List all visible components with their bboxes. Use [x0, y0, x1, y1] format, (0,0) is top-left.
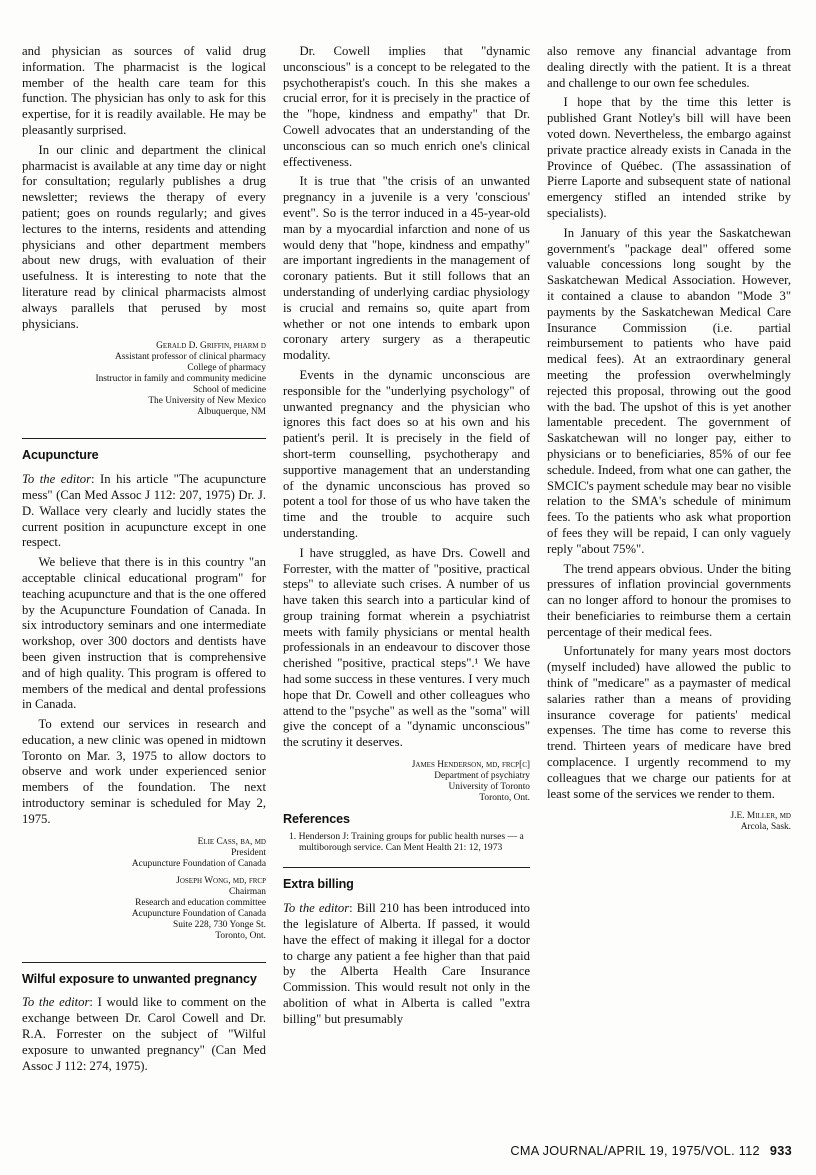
signature-line: Albuquerque, NM — [197, 407, 266, 418]
section-heading-references: References — [283, 812, 350, 827]
paragraph: It is true that "the crisis of an unwanted pregnancy in a juvenile is a very 'conscious' event". So is the terror induced in a 45-year-old man by a myocardial infarction and none of us would deny that "hope, kindness and empathy" are important ingredients in the management of coronary patients. But it still follows that an understanding of underlying cardiac physiology is crucial and remains so, quite apart from whether or not one intends to embark upon coronary artery surgery as a therapeutic modality. — [283, 174, 530, 363]
paragraph: In January of this year the Saskatchewan government's "package deal" offered some valuable concessions long sought by the Saskatchewan Medical Association. However, it contained a clause to abandon "Mode 3" payments by the Saskatchewan Medical Care Insurance Commission (i.e. partial reimbursement to patients who have paid medical fees). At an extraordinary general meeting the profession overwhelmingly rejected this proposal, throwing out the good with the bad. The upshot of this is yet another lamentable precedent. The government of Saskatchewan will no longer pay, either to physicians or to beneficiaries, 85% of our fee schedule. Indeed, from what one can gather, the SMCIC's payment schedule may bear no visible relation to the SMA's schedule of minimum fees. To the patients who ask what proportion of fees they will be repaid, I can only vaguely reply "about 75%". — [547, 225, 792, 556]
journal-citation: CMA JOURNAL/APRIL 19, 1975/VOL. 112 — [510, 1144, 760, 1158]
signature-line: Department of psychiatry — [434, 771, 530, 782]
signature-name: Gerald D. Griffin, pharm d — [156, 341, 266, 352]
reference-item: 1. Henderson J: Training groups for public health nurses — a multiborough service. Can Ment Health 21: 12, 1973 — [289, 830, 524, 854]
paragraph: and physician as sources of valid drug information. The pharmacist is the logical member of the health care team for this function. The physician has only to ask for this expertise, for it is readily available. He may be pleasantly surprised. — [22, 44, 266, 137]
column-2 — [283, 44, 530, 1032]
signature-name: J.E. Miller, md — [730, 811, 791, 822]
paragraph-text: : In his article "The acupuncture mess" (Can Med Assoc J 112: 207, 1975) Dr. J. D. Wallace very clearly and lucidly states the current position in acupuncture except in one respect. — [22, 472, 266, 550]
signature-miller — [547, 811, 791, 833]
paragraph: The trend appears obvious. Under the biting pressures of inflation provincial governments can no longer afford to honour the promises to their beneficiaries to reimburse them a certain percentage of their medical fees. — [547, 561, 791, 639]
signature-line: Suite 228, 730 Yonge St. — [173, 919, 266, 930]
signature-line: Research and education committee — [135, 897, 266, 908]
signature-name: James Henderson, md, frcp[c] — [411, 760, 530, 771]
signature-line: University of Toronto — [448, 782, 530, 793]
paragraph: I have struggled, as have Drs. Cowell and Forrester, with the matter of "positive, practical steps" to alleviate such crises. A number of us have taken this search into a particular kind of group training format wherein a psychiatrist meets with family physicians or mental health professionals in an endeavour to discover those cherished "positive, practical steps".¹ We have had some success in these ventures. I very much hope that Dr. Cowell and other colleagues who attend to the "psyche" as well as the "soma" will give the concept of a "dynamic unconscious" the scrutiny it deserves. — [283, 545, 530, 750]
paragraph — [22, 995, 266, 1074]
paragraph-text: : Bill 210 has been introduced into the legislature of Alberta. If passed, it would have the effect of making it illegal for a doctor to charge any patient a fee higher than that paid by the Alberta Health Care Insurance Commission. This would result not only in the abolition of what in Alberta is called "extra billing" but presumably — [283, 901, 530, 1026]
paragraph: Unfortunately for many years most doctors (myself included) have allowed the public to think of "medicare" as a paymaster of medical salaries rather than a means of providing insurance coverage for patients' medical expenses. The time has come to reverse this trend. Thirteen years of medicare have bred complacence. I urgently recommend to my colleagues that we charge our patients for at least some of the services we render to them. — [547, 644, 791, 801]
lead-in: To the editor — [22, 472, 92, 487]
signature-line: Chairman — [229, 886, 266, 897]
signature-line: College of pharmacy — [187, 363, 266, 374]
signature-line: Toronto, Ont. — [479, 793, 530, 804]
paragraph: In our clinic and department the clinical pharmacist is available at any time day or night for consultation; regularly publishes a drug newsletter; reviews the therapy of every patient; goes on rounds regularly; and gives lectures to the interns, residents and attending physicians and other department members about new drugs, with evaluation of their usefulness. It is interesting to note that the literature read by clinical pharmacists almost always parallels that perused by most physicians. — [22, 142, 266, 331]
signature-cass — [22, 837, 266, 870]
section-heading-acupuncture: Acupuncture — [22, 438, 266, 464]
page-number: 933 — [769, 1144, 792, 1158]
paragraph: Dr. Cowell implies that "dynamic unconscious" is a concept to be relegated to the psychotherapist's couch. In this she makes a crucial error, for it is precisely in the practice of the "hope, kindness and empathy" that Dr. Cowell advocates that an understanding of the unconscious can so much enrich one's clinical effectiveness. — [283, 44, 530, 169]
signature-wong — [22, 876, 266, 942]
section-heading-extra-billing: Extra billing — [283, 867, 530, 893]
lead-in: To the editor — [283, 901, 350, 916]
column-3 — [547, 44, 791, 853]
column-1 — [22, 44, 266, 1078]
signature-line: The University of New Mexico — [148, 396, 266, 407]
paragraph — [22, 472, 266, 551]
signature-griffin — [22, 341, 266, 418]
signature-line: President — [231, 847, 266, 858]
page-footer — [510, 1144, 792, 1158]
signature-line: Toronto, Ont. — [215, 930, 266, 941]
signature-line: School of medicine — [193, 385, 266, 396]
lead-in: To the editor — [22, 995, 90, 1010]
paragraph-text: : I would like to comment on the exchange between Dr. Carol Cowell and Dr. R.A. Forrester on the subject of "Wilful exposure to unwanted pregnancy" (Can Med Assoc J 112: 274, 1975). — [22, 995, 266, 1073]
paragraph — [283, 901, 530, 1027]
paragraph: We believe that there is in this country "an acceptable clinical educational program" for teaching acupuncture and that is the one offered by the Acupuncture Foundation of Canada. In six introductory seminars and one intermediate workshop, over 300 doctors and dentists have been given instruction that is comprehensive and of high quality. This program is offered to members of the medical and dental professions in Canada. — [22, 555, 266, 712]
paragraph: Events in the dynamic unconscious are responsible for the "underlying psychology" of unwanted pregnancy and the physician who ignores this fact does so at his own and his patient's peril. It is precisely in the field of short-term counselling, psychotherapy and supportive management that an understanding of the dynamic unconscious has proved so potent a tool for those of us who have taken the time and the trouble to acquire such understanding. — [283, 367, 530, 540]
signature-line: Assistant professor of clinical pharmacy — [115, 352, 266, 363]
section-heading-wilful-exposure: Wilful exposure to unwanted pregnancy — [22, 962, 266, 988]
signature-line: Acupuncture Foundation of Canada — [131, 858, 266, 869]
paragraph: I hope that by the time this letter is published Grant Notley's bill will have been voted down. Nevertheless, the embargo against private practice already exists in Canada in the Province of Québec. (The assassination of Pierre Laporte and subsequent state of national emergency stifled an intended strike by specialists). — [547, 95, 791, 220]
paragraph: also remove any financial advantage from dealing directly with the patient. It is a threat and challenge to our own fee schedules. — [547, 44, 791, 90]
signature-line: Acupuncture Foundation of Canada — [131, 908, 266, 919]
signature-line: Arcola, Sask. — [740, 822, 791, 833]
signature-name: Joseph Wong, md, frcp — [176, 875, 266, 886]
signature-line: Instructor in family and community medicine — [95, 374, 266, 385]
signature-name: Elie Cass, ba, md — [197, 836, 266, 847]
paragraph: To extend our services in research and education, a new clinic was opened in midtown Toronto on Mar. 3, 1975 to allow doctors to observe and work under experienced senior members of the foundation. The next introductory seminar is scheduled for May 2, 1975. — [22, 717, 266, 826]
signature-henderson — [283, 760, 530, 804]
